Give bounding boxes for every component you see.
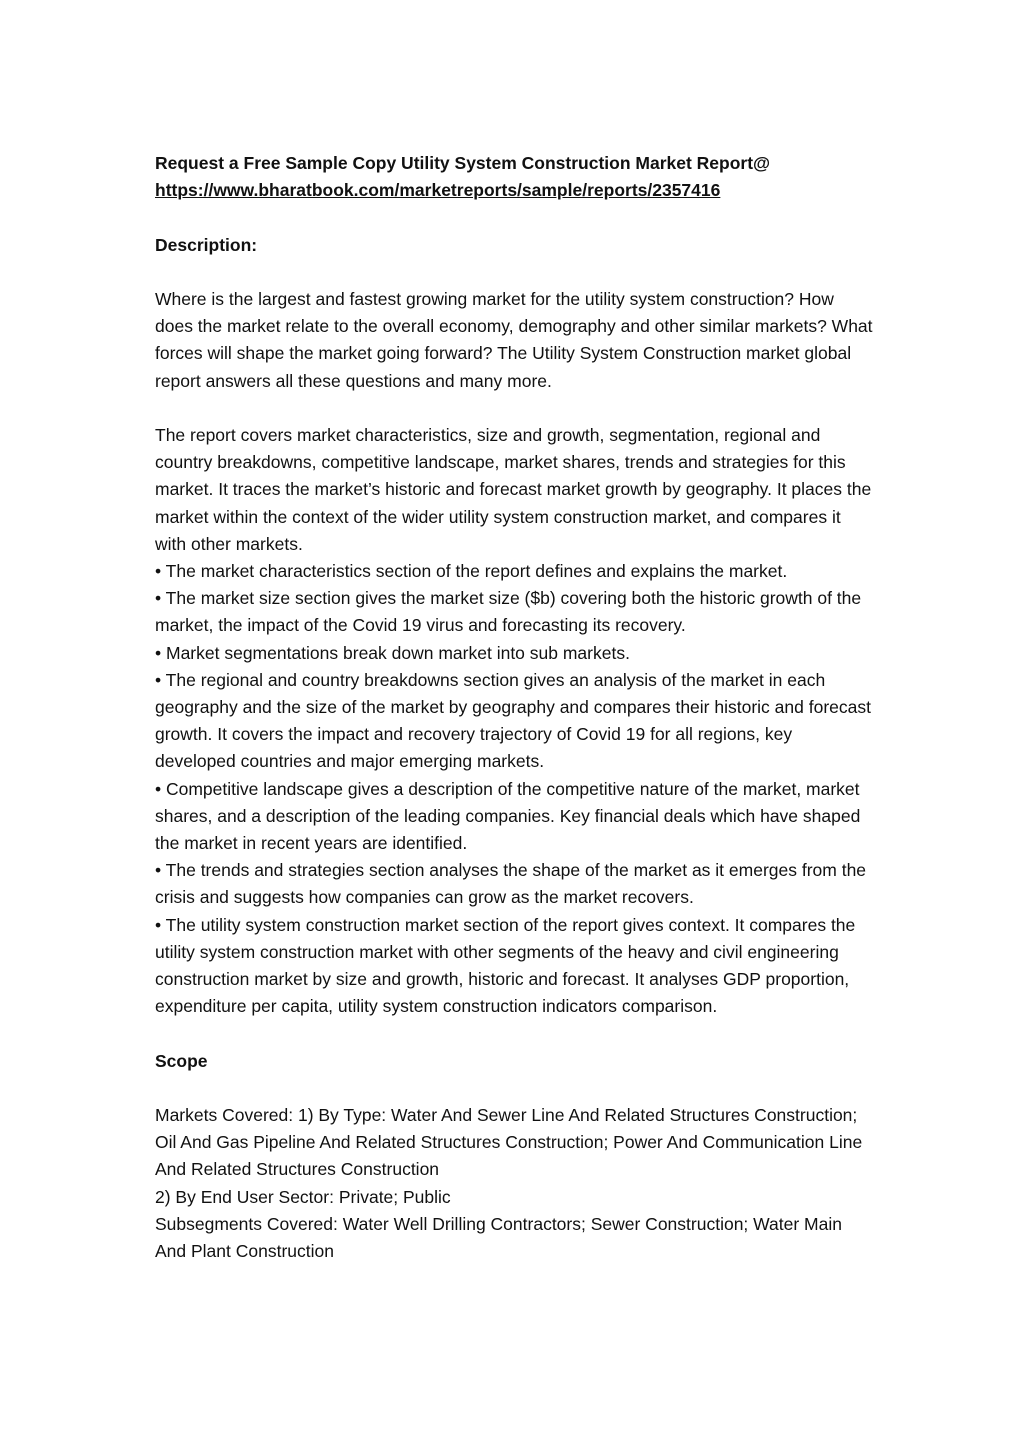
bullet-item: • Competitive landscape gives a description of the competitive nature of the market, market shares, and a description of the leading companies. Key financial deals which have shaped the market in recent years are identified. <box>155 778 861 854</box>
spacer <box>155 1075 875 1102</box>
description-heading: Description: <box>155 234 258 255</box>
markets-covered-text: Markets Covered: 1) By Type: Water And Sewer Line And Related Structures Construction; Oil And Gas Pipeline And Related Structures Construction; Power And Communication Line And Related Structures Construction <box>155 1105 863 1180</box>
subsegments-text: Subsegments Covered: Water Well Drilling Contractors; Sewer Construction; Water Main And Plant Construction <box>155 1213 842 1262</box>
bullet-item: • The regional and country breakdowns section gives an analysis of the market in each geography and the size of the market by geography and compares their historic and forecast growth. It covers the impact and recovery trajectory of Covid 19 for all regions, key developed countries and major emerging markets. <box>155 669 871 772</box>
bullet-item: • The market size section gives the market size ($b) covering both the historic growth of the market, the impact of the Covid 19 virus and forecasting its recovery. <box>155 588 862 636</box>
sample-request-text: Request a Free Sample Copy Utility System Construction Market Report@ <box>155 153 771 173</box>
bullet-item: • The utility system construction market section of the report gives context. It compares the utility system construction market with other segments of the heavy and civil engineering construction market by size and growth, historic and forecast. It analyses GDP proportion, expenditure per capita, utility system construction indicators comparison. <box>155 914 856 1017</box>
scope-heading: Scope <box>155 1050 208 1071</box>
end-user-text: 2) By End User Sector: Private; Public <box>155 1186 451 1207</box>
bullet-item: • Market segmentations break down market into sub markets. <box>155 642 630 663</box>
description-paragraph-2: The report covers market characteristics, size and growth, segmentation, regional and country breakdowns, competitive landscape, market shares, trends and strategies for this market. It traces the market’s historic and forecast market growth by geography. It places the market within the context of the wider utility system construction market, and compares it with other markets. <box>155 424 872 554</box>
spacer <box>155 259 875 286</box>
spacer <box>155 395 875 422</box>
description-paragraph-1: Where is the largest and fastest growing market for the utility system construction? How does the market relate to the overall economy, demography and other similar markets? What forces will shape the market going forward? The Utility System Construction market global report answers all these questions and many more. <box>155 288 873 391</box>
bullet-item: • The market characteristics section of the report defines and explains the market. <box>155 561 788 581</box>
bullet-item: • The trends and strategies section analyses the shape of the market as it emerges from the crisis and suggests how companies can grow as the market recovers. <box>155 860 867 908</box>
spacer <box>155 204 875 231</box>
document-page <box>155 150 875 1265</box>
spacer <box>155 1020 875 1047</box>
sample-report-link[interactable]: https://www.bharatbook.com/marketreports/sample/reports/2357416 <box>155 180 721 201</box>
